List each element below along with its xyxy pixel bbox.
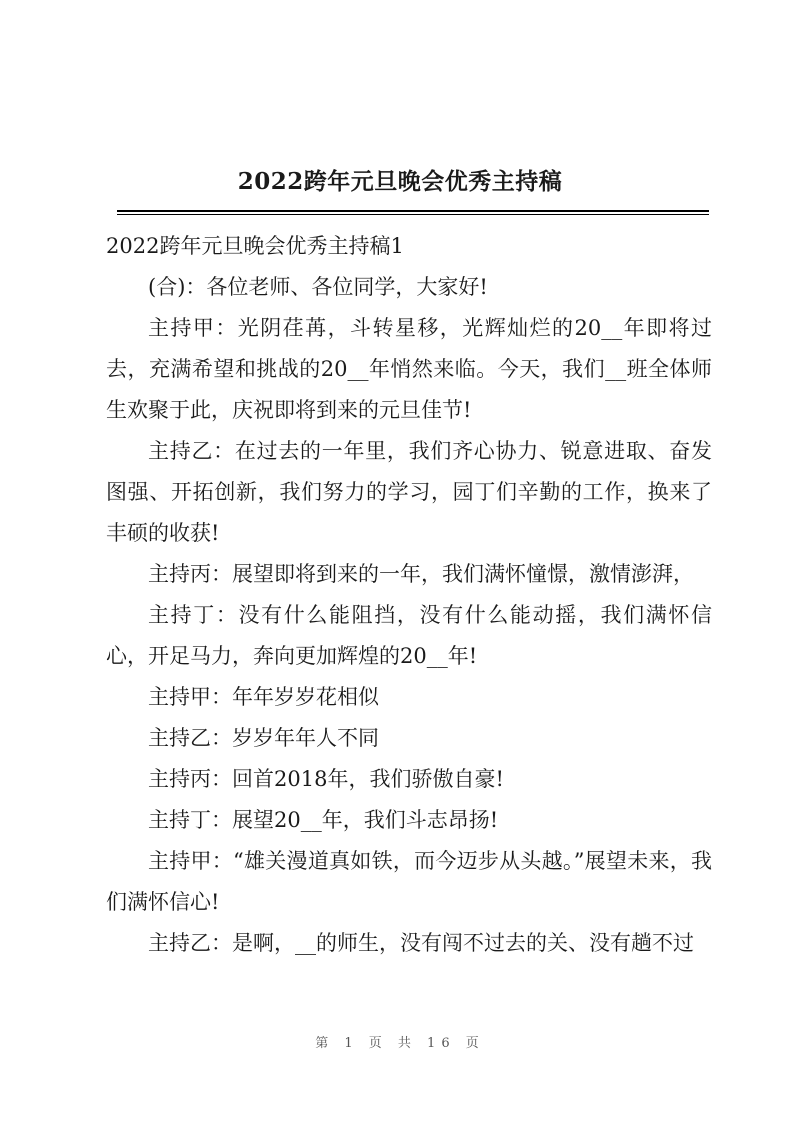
paragraph: 主持甲：光阴荏苒，斗转星移，光辉灿烂的20__年即将过去，充满希望和挑战的20__年悄然来临。今天，我们__班全体师生欢聚于此，庆祝即将到来的元旦佳节! xyxy=(106,316,712,422)
section-heading: 2022跨年元旦晚会优秀主持稿1 xyxy=(106,234,404,258)
paragraph: 主持丙：展望即将到来的一年，我们满怀憧憬，激情澎湃， xyxy=(148,562,694,586)
page-number-footer: 第 1 页 共 16 页 xyxy=(315,1036,485,1051)
paragraph: 主持乙：是啊，__的师生，没有闯不过去的关、没有趟不过 xyxy=(148,931,694,955)
paragraph: 主持丁：没有什么能阻挡，没有什么能动摇，我们满怀信心，开足马力，奔向更加辉煌的20__年! xyxy=(106,603,712,668)
paragraph: (合)：各位老师、各位同学，大家好! xyxy=(148,275,488,299)
paragraph: 主持乙：岁岁年年人不同 xyxy=(148,726,379,750)
title-divider-thin xyxy=(117,214,709,215)
paragraph: 主持甲：年年岁岁花相似 xyxy=(148,685,379,709)
paragraph: 主持乙：在过去的一年里，我们齐心协力、锐意进取、奋发图强、开拓创新，我们努力的学习，园丁们辛勤的工作，换来了丰硕的收获! xyxy=(106,439,712,545)
document-title: 2022跨年元旦晚会优秀主持稿 xyxy=(237,168,563,195)
title-divider-thick xyxy=(117,210,709,212)
paragraph: 主持丙：回首2018年，我们骄傲自豪! xyxy=(148,767,504,791)
document-body xyxy=(106,226,712,964)
paragraph: 主持甲：“雄关漫道真如铁，而今迈步从头越。”展望未来，我们满怀信心! xyxy=(106,849,712,914)
paragraph: 主持丁：展望20__年，我们斗志昂扬! xyxy=(148,808,499,832)
